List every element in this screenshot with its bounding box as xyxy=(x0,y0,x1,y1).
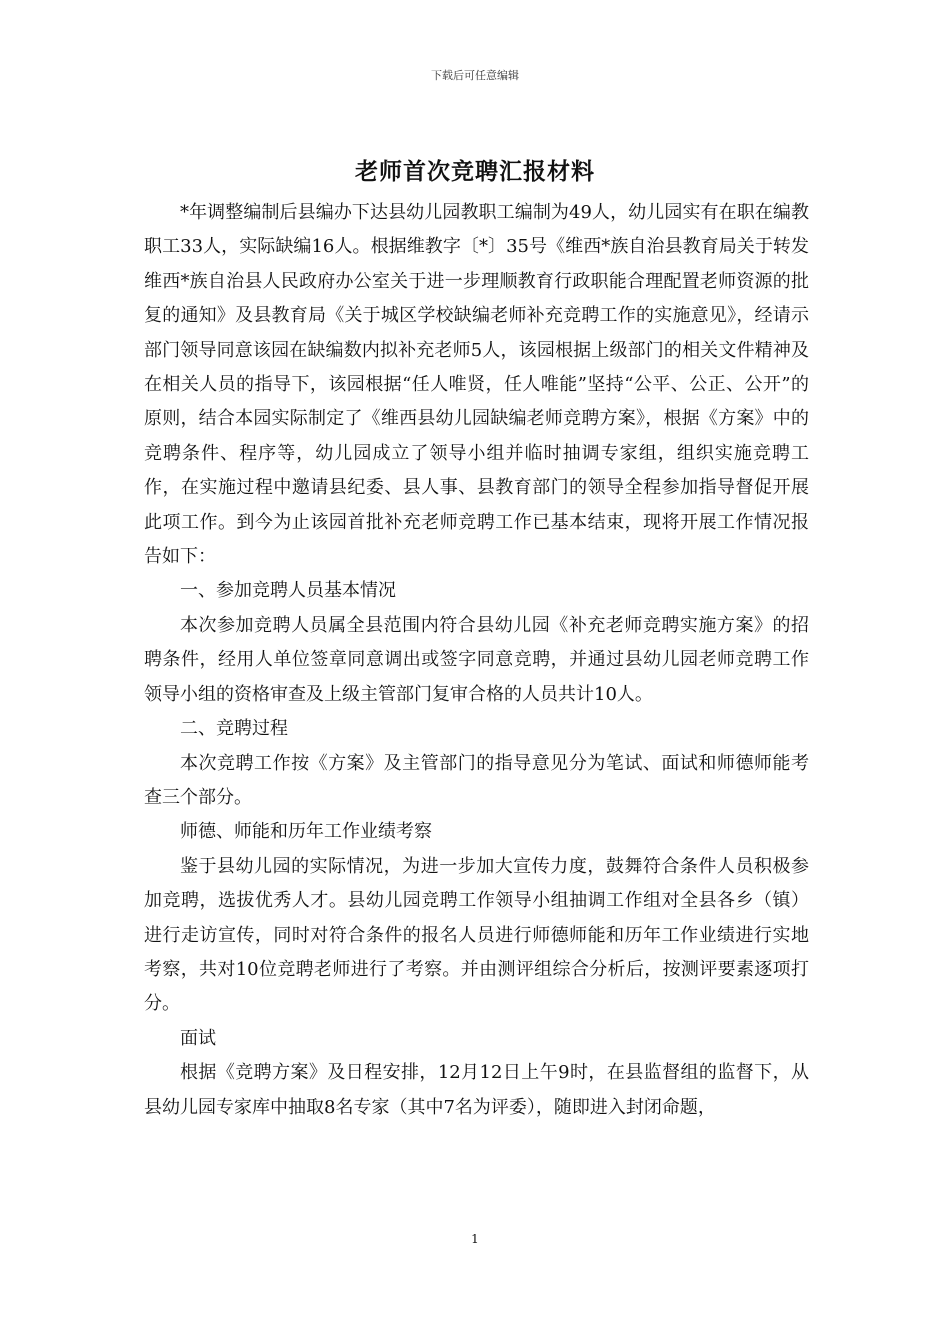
paragraph-intro: *年调整编制后县编办下达县幼儿园教职工编制为49人，幼儿园实有在职在编教职工33人，实际缺编16人。根据维教字〔*〕35号《维西*族自治县教育局关于转发维西*族自治县人民政府办公室关于进一步理顺教育行政职能合理配置老师资源的批复的通知》及县教育局《关于城区学校缺编老师补充竞聘工作的实施意见》，经请示部门领导同意该园在缺编数内拟补充老师5人，该园根据上级部门的相关文件精神及在相关人员的指导下，该园根据“任人唯贤，任人唯能”坚持“公平、公正、公开”的原则，结合本园实际制定了《维西县幼儿园缺编老师竞聘方案》，根据《方案》中的竞聘条件、程序等，幼儿园成立了领导小组并临时抽调专家组，组织实施竞聘工作，在实施过程中邀请县纪委、县人事、县教育部门的领导全程参加指导督促开展此项工作。到今为止该园首批补充老师竞聘工作已基本结束，现将开展工作情况报告如下： xyxy=(144,202,809,568)
document-title: 老师首次竞聘汇报材料 xyxy=(355,158,595,185)
subheading-interview: 面试 xyxy=(180,1027,216,1049)
heading-section-2: 二、竞聘过程 xyxy=(180,718,288,740)
paragraph-section-2: 本次竞聘工作按《方案》及主管部门的指导意见分为笔试、面试和师德师能考查三个部分。 xyxy=(144,752,809,808)
page-number: 1 xyxy=(471,1232,479,1246)
paragraph-interview: 根据《竞聘方案》及日程安排，12月12日上午9时，在县监督组的监督下，从县幼儿园专家库中抽取8名专家（其中7名为评委），随即进入封闭命题， xyxy=(144,1062,809,1118)
heading-section-1: 一、参加竞聘人员基本情况 xyxy=(180,580,396,602)
paragraph-ethics: 鉴于县幼儿园的实际情况，为进一步加大宣传力度，鼓舞符合条件人员积极参加竞聘，选拔优秀人才。县幼儿园竞聘工作领导小组抽调工作组对全县各乡（镇）进行走访宣传，同时对符合条件的报名人员进行师德师能和历年工作业绩进行实地考察，共对10位竞聘老师进行了考察。并由测评组综合分析后，按测评要素逐项打分。 xyxy=(144,855,809,1015)
document-body xyxy=(144,196,809,1125)
header-note: 下载后可任意编辑 xyxy=(431,69,519,82)
subheading-ethics: 师德、师能和历年工作业绩考察 xyxy=(180,821,432,843)
paragraph-section-1: 本次参加竞聘人员属全县范围内符合县幼儿园《补充老师竞聘实施方案》的招聘条件，经用人单位签章同意调出或签字同意竞聘，并通过县幼儿园老师竞聘工作领导小组的资格审查及上级主管部门复审合格的人员共计10人。 xyxy=(144,614,809,705)
